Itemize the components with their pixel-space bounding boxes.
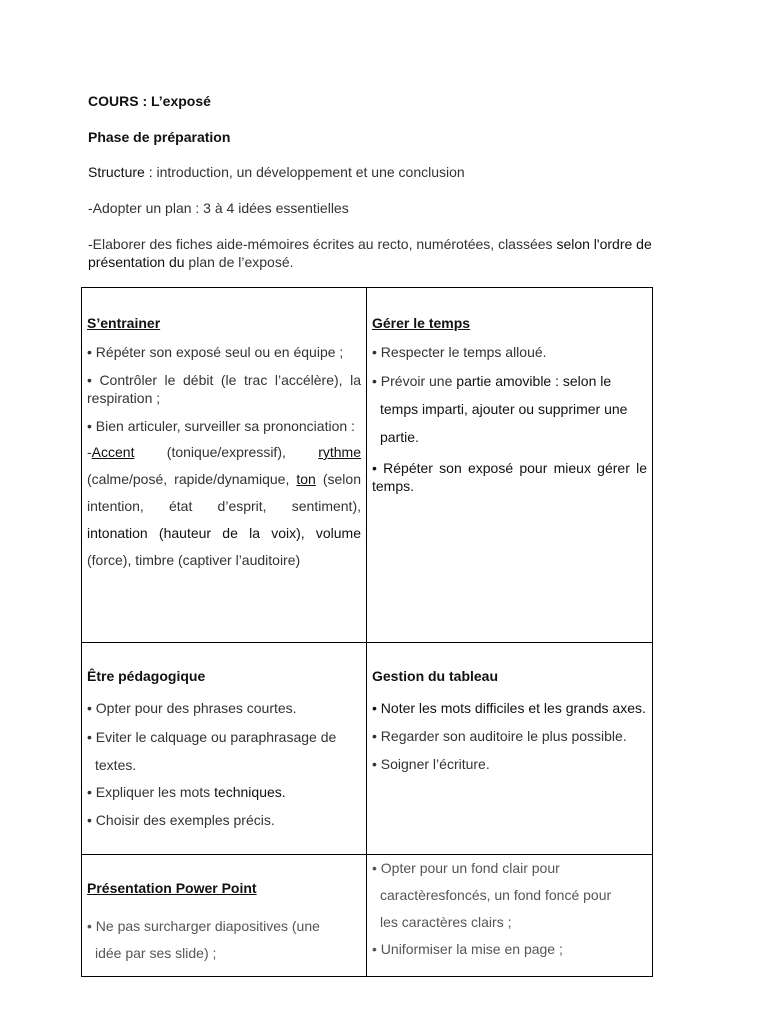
accent-desc: (tonique/expressif),: [134, 444, 319, 460]
cell-entrainer: [82, 288, 367, 643]
list-item: [87, 439, 361, 574]
dash: -: [87, 444, 92, 460]
list-item: [372, 367, 647, 451]
item-text: temps imparti, ajouter ou supprimer une: [380, 401, 628, 417]
cell-temps: [367, 288, 653, 643]
table-row: [82, 288, 653, 643]
list-item: • Répéter son exposé pour mieux gérer le temps.: [372, 460, 647, 494]
section-heading: Phase de préparation: [88, 129, 231, 145]
ton-term: ton: [296, 471, 316, 487]
item-text: • Eviter le calquage ou paraphrasage de: [87, 729, 337, 745]
list-item: • Soigner l’écriture.: [372, 756, 490, 772]
fiches-text-c: plan de l’exposé.: [184, 254, 294, 270]
list-item: • Respecter le temps alloué.: [372, 344, 547, 360]
item-text: caractèresfoncés, un fond foncé pour: [380, 887, 612, 903]
item-text: • Ne pas surcharger diapositives (une: [87, 918, 320, 934]
item-text: techniques.: [214, 784, 286, 800]
list-item: • Répéter son exposé seul ou en équipe ;: [87, 344, 344, 360]
fiches-text-b: selon l'ordre de présentation du: [88, 236, 652, 270]
rythme-desc: (calme/posé, rapide/dynamique,: [87, 471, 297, 487]
content-table: [81, 287, 653, 977]
table-row: [82, 643, 653, 855]
cell-tableau: [367, 643, 653, 855]
accent-term: Accent: [91, 444, 135, 460]
item-text: • Expliquer les mots: [87, 784, 215, 800]
list-item: • Bien articuler, surveiller sa prononciation :: [87, 418, 355, 434]
cell-pedagogique: [82, 643, 367, 855]
plan-line: -Adopter un plan : 3 à 4 idées essentielles: [88, 200, 349, 216]
cell-heading: Être pédagogique: [87, 668, 206, 684]
cell-heading: Présentation Power Point: [87, 880, 257, 896]
cell-powerpoint: [82, 855, 367, 977]
structure-text: introduction, un développement et une conclusion: [152, 164, 465, 180]
list-item: • Opter pour des phrases courtes.: [87, 700, 297, 716]
table-row: [82, 855, 653, 977]
ton-desc: (selon intention, état d’esprit, sentiment),: [87, 471, 361, 514]
list-item: • Choisir des exemples précis.: [87, 812, 275, 828]
item-text: partie amovible : selon le: [456, 373, 612, 389]
cell-heading: S’entrainer: [87, 315, 161, 331]
list-item: • Regarder son auditoire le plus possible.: [372, 728, 627, 744]
force-text: (force), timbre (captiver l’auditoire): [87, 552, 301, 568]
fiches-paragraph: [88, 235, 688, 271]
fiches-text-a: -Elaborer des fiches aide-mémoires écrites au recto, numérotées, classées: [88, 236, 557, 252]
item-text: idée par ses slide) ;: [95, 945, 217, 961]
structure-line: [88, 163, 465, 181]
list-item: [87, 913, 361, 967]
page-title: COURS : L’exposé: [88, 93, 211, 109]
list-item: [372, 855, 647, 936]
cell-heading: Gestion du tableau: [372, 668, 499, 684]
item-text: • Opter pour un fond clair pour: [372, 860, 560, 876]
item-text: partie.: [380, 429, 419, 445]
list-item: • Noter les mots difficiles et les grands axes.: [372, 700, 646, 716]
list-item: [87, 723, 361, 779]
list-item: • Contrôler le débit (le trac l’accélère), la respiration ;: [87, 372, 361, 406]
structure-label: Structure :: [88, 164, 153, 180]
item-text: les caractères clairs ;: [380, 914, 512, 930]
list-item: • Uniformiser la mise en page ;: [372, 941, 563, 957]
item-text: • Prévoir une: [372, 373, 457, 389]
cell-heading: Gérer le temps: [372, 315, 471, 331]
intonation-text: intonation (hauteur de la voix), volume: [87, 525, 361, 541]
list-item: [87, 783, 361, 801]
rythme-term: rythme: [318, 444, 361, 460]
item-text: textes.: [95, 757, 137, 773]
cell-fond: [367, 855, 653, 977]
